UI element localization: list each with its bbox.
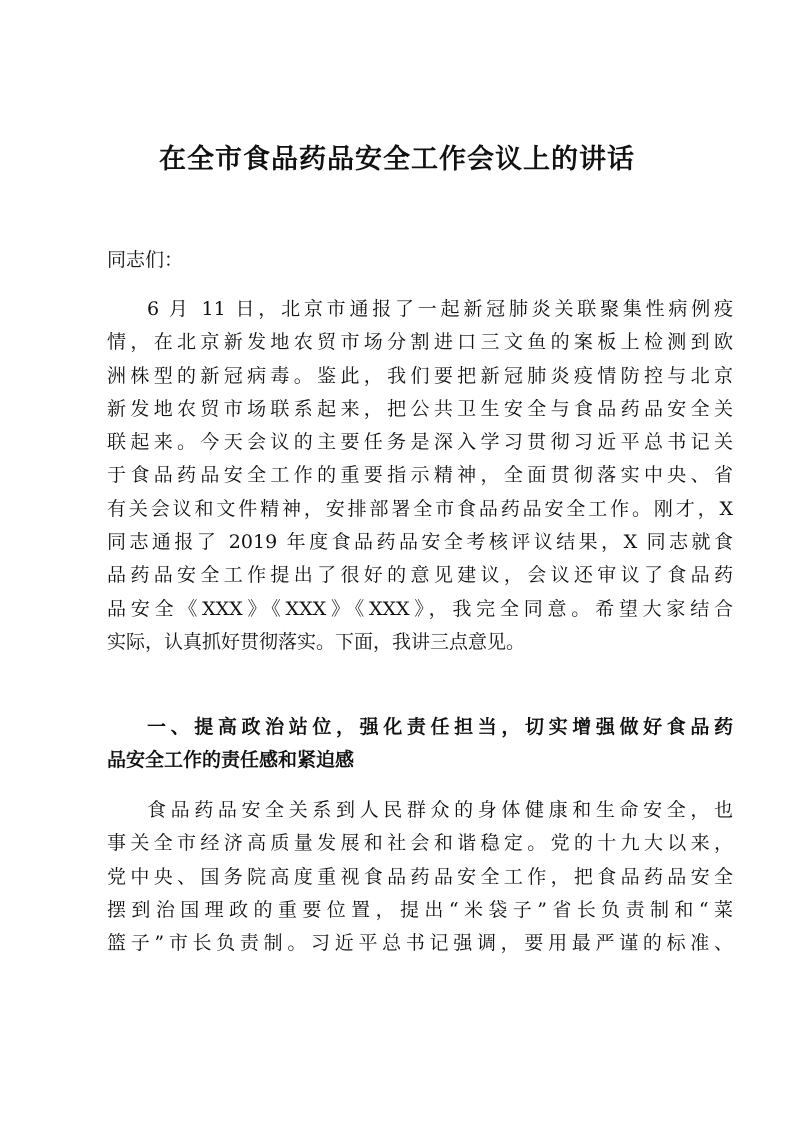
- paragraph-line: 摆到治国理政的重要位置，提出“米袋子”省长负责制和“菜: [107, 898, 733, 921]
- paragraph-2: [107, 794, 733, 960]
- paragraph-line: 品药品安全工作提出了很好的意见建议，会议还审议了食品药: [107, 564, 733, 587]
- paragraph-line: 品安全《XXX》《XXX》《XXX》，我完全同意。希望大家结合: [107, 597, 733, 620]
- paragraph-line: 党中央、国务院高度重视食品药品安全工作，把食品药品安全: [107, 865, 733, 888]
- paragraph-line: 事关全市经济高质量发展和社会和谐稳定。党的十九大以来，: [107, 832, 733, 855]
- paragraph-1: [107, 293, 733, 659]
- paragraph-line: 同志通报了 2019 年度食品药品安全考核评议结果，X 同志就食: [107, 531, 733, 554]
- page-title: 在全市食品药品安全工作会议上的讲话: [159, 144, 635, 175]
- paragraph-line: 6 月 11 日，北京市通报了一起新冠肺炎关联聚集性病例疫: [147, 298, 733, 320]
- paragraph-line: 实际，认真抓好贯彻落实。下面，我讲三点意见。: [107, 630, 526, 653]
- paragraph-line: 情，在北京新发地农贸市场分割进口三文鱼的案板上检测到欧: [107, 331, 733, 354]
- heading-line: 一、提高政治站位，强化责任担当，切实增强做好食品药: [147, 716, 733, 738]
- paragraph-line: 篮子”市长负责制。习近平总书记强调，要用最严谨的标准、: [107, 932, 733, 955]
- salutation: 同志们：: [107, 249, 184, 271]
- paragraph-line: 食品药品安全关系到人民群众的身体健康和生命安全，也: [147, 799, 733, 821]
- paragraph-line: 新发地农贸市场联系起来，把公共卫生安全与食品药品安全关: [107, 397, 733, 420]
- heading-line: 品安全工作的责任感和紧迫感: [107, 749, 355, 772]
- section-heading-1: [107, 711, 733, 778]
- paragraph-line: 有关会议和文件精神，安排部署全市食品药品安全工作。刚才，X: [107, 497, 733, 520]
- paragraph-line: 洲株型的新冠病毒。鉴此，我们要把新冠肺炎疫情防控与北京: [107, 364, 733, 387]
- paragraph-line: 联起来。今天会议的主要任务是深入学习贯彻习近平总书记关: [107, 431, 733, 454]
- paragraph-line: 于食品药品安全工作的重要指示精神，全面贯彻落实中央、省: [107, 464, 733, 487]
